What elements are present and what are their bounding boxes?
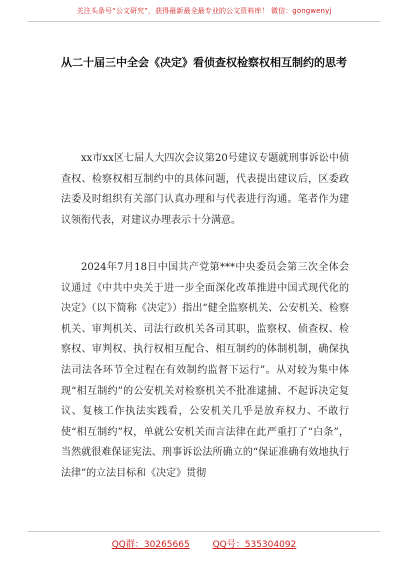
footer-divider [28,531,380,532]
header-divider [28,21,380,22]
header-banner: 关注头条号“公文研究”，获得最新最全最专业的公文资料库！ 微信：gongwenyj [76,7,332,15]
footer-banner [0,537,408,550]
document-title: 从二十届三中全会《决定》看侦查权检察权相互制约的思考 [61,56,347,69]
footer-qq-number-link[interactable]: QQ号：535304092 [212,540,297,550]
body-paragraph-2: 2024年7月18日中国共产党第***中央委员会第三次全体会议通过《中共中央关于进一步全面深化改革推进中国式现代化的决定》（以下简称《决定》）指出“健全监察机关、公安机关、检察机关、审判机关、司法行政机关各司其职，监察权、侦查权、检察权、审判权、执行权相互配合、相互制约的体制机制，确保执法司法各环节全过程在有效制约监督下运行”。从对较为集中体现“相互制约”的公安机关对检察机关不批准逮捕、不起诉决定复议、复核工作执法实践看，公安机关几乎是放弃权力、不敢行使“相互制约”权，单就公安机关而言法律在此严重打了“白条”，当然就很难保证宪法、刑事诉讼法所确立的“保证准确有效地执行法律”的立法目标和《决定》贯彻 [61,262,349,479]
footer-qq-group-link[interactable]: QQ群：30265665 [111,540,190,550]
body-paragraph-1: xx市xx区七届人大四次会议第20号建议专题就刑事诉讼中侦查权、检察权相互制约中的具体问题，代表提出建议后，区委政法委及时组织有关部门认真办理和与代表进行沟通。笔者作为建议领衔代表，对建议办理表示十分满意。 [61,153,349,226]
